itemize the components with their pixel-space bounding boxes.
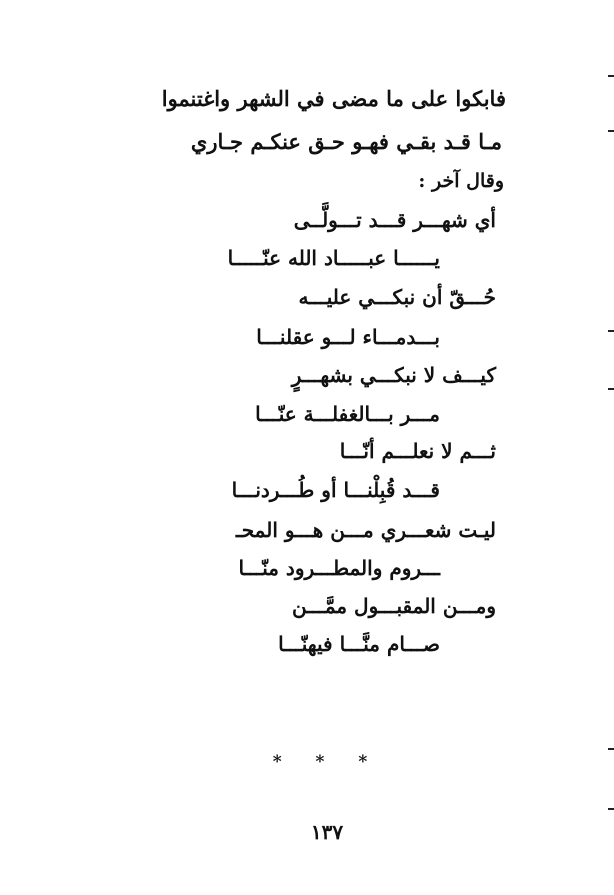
poem-verse: حُـــقّ أن نبكـــي عليـــه <box>298 285 496 309</box>
section-separator: * * * <box>272 752 382 772</box>
margin-mark <box>608 75 614 77</box>
poem-verse: ومـــن المقبـــول ممَّـــن <box>292 594 496 618</box>
intro-line-2: مـا قـد بقـي فهـو حـق عنكـم جـاري <box>190 129 502 154</box>
poem-verse: يــــــا عبـــــاد الله عنّـــــا <box>227 246 440 270</box>
poem-verse: ليـت شعـــري مـــن هـــو المحـ <box>235 518 496 542</box>
margin-mark <box>608 388 614 390</box>
page-number: ١٣٧ <box>310 820 344 844</box>
poem-verse: مـــر بـــالغفلـــة عنّـــا <box>255 402 440 426</box>
poem-verse: قـــد قُبِلْنـــا أو طُـــردنـــا <box>231 478 440 502</box>
poem-verse: كيـــف لا نبكـــي بشهـــرٍ <box>291 363 496 387</box>
margin-mark <box>608 130 614 132</box>
poem-verse: ـــروم والمطـــرود منّـــا <box>238 556 440 580</box>
poem-verse: صـــام منَّـــا فيهنّـــا <box>278 632 440 656</box>
margin-mark <box>608 808 614 810</box>
speaker-label: وقال آخر : <box>418 170 504 192</box>
poem-verse: أي شهـــر قـــد تـــولَّــى <box>293 208 496 232</box>
poem-verse: بـــدمـــاء لـــو عقلنـــا <box>256 325 440 349</box>
poem-verse: ثـــم لا نعلـــم أنّـــا <box>339 439 496 463</box>
margin-mark <box>608 330 614 332</box>
intro-line-1: فابكوا على ما مضى في الشهر واغتنموا <box>161 86 506 111</box>
margin-mark <box>608 748 614 750</box>
